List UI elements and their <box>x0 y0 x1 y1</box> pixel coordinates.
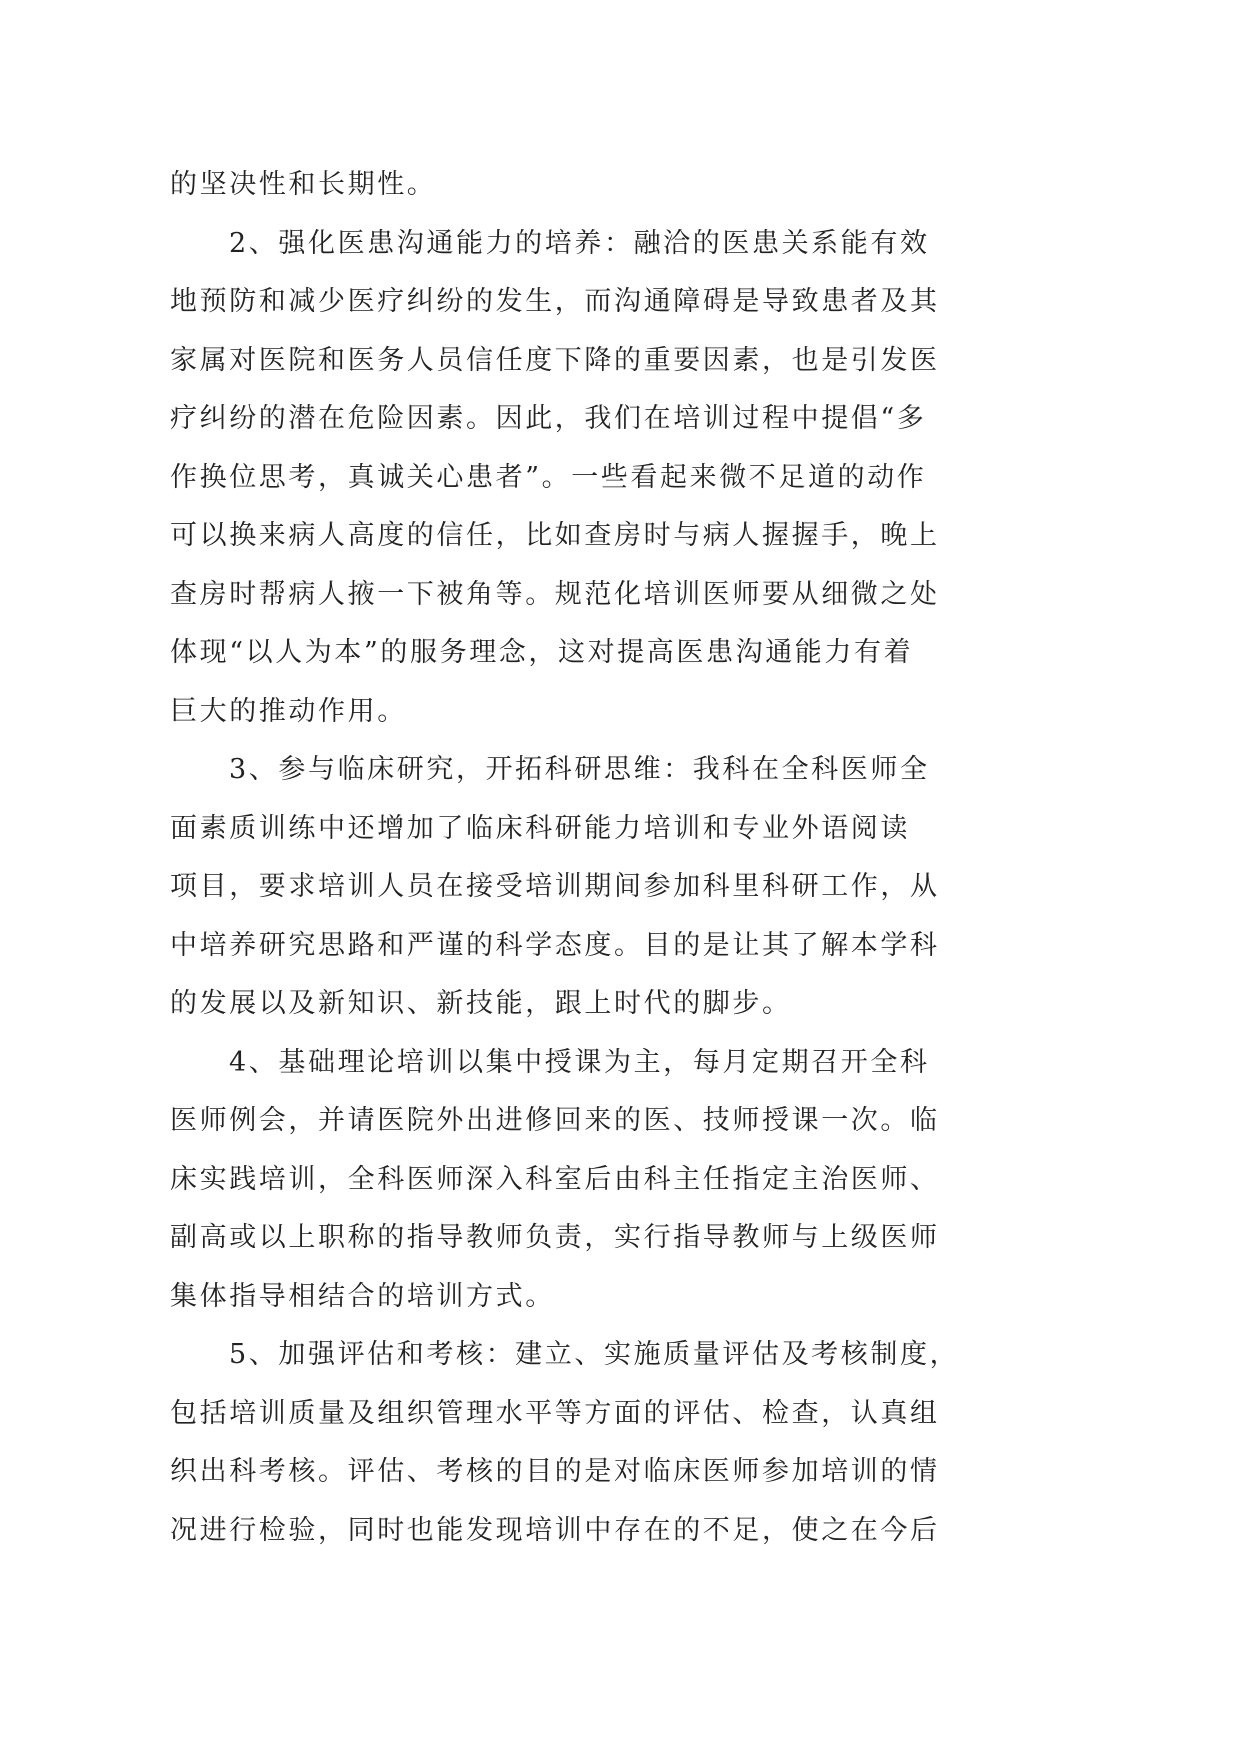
text-line: 医师例会，并请医院外出进修回来的医、技师授课一次。临 <box>170 1105 940 1136</box>
text-line: 疗纠纷的潜在危险因素。因此，我们在培训过程中提倡“多 <box>170 403 927 434</box>
text-line: 况进行检验，同时也能发现培训中存在的不足，使之在今后 <box>170 1514 940 1546</box>
text-line: 巨大的推动作用。 <box>170 695 407 727</box>
text-line: 可以换来病人高度的信任，比如查房时与病人握握手，晚上 <box>170 520 940 551</box>
paragraph-2-communication <box>170 215 970 742</box>
text-line: 2、强化医患沟通能力的培养：融洽的医患关系能有效 <box>229 227 930 259</box>
text-line: 家属对医院和医务人员信任度下降的重要因素，也是引发医 <box>170 344 940 376</box>
text-line: 体现“以人为本”的服务理念，这对提高医患沟通能力有着 <box>170 637 914 668</box>
paragraph-4-training <box>170 1034 970 1327</box>
paragraph-continuation <box>170 156 970 215</box>
text-line: 织出科考核。评估、考核的目的是对临床医师参加培训的情 <box>170 1456 940 1487</box>
text-line: 4、基础理论培训以集中授课为主，每月定期召开全科 <box>229 1046 930 1078</box>
text-line: 5、加强评估和考核：建立、实施质量评估及考核制度， <box>229 1339 960 1370</box>
text-line: 中培养研究思路和严谨的科学态度。目的是让其了解本学科 <box>170 929 940 961</box>
text-line: 查房时帮病人掖一下被角等。规范化培训医师要从细微之处 <box>170 578 940 610</box>
paragraph-5-assessment <box>170 1326 970 1560</box>
paragraph-3-research <box>170 741 970 1034</box>
text-line: 床实践培训，全科医师深入科室后由科主任指定主治医师、 <box>170 1163 940 1195</box>
text-line: 项目，要求培训人员在接受培训期间参加科里科研工作，从 <box>170 871 940 902</box>
text-line: 集体指导相结合的培训方式。 <box>170 1280 555 1312</box>
text-line: 的坚决性和长期性。 <box>170 169 437 200</box>
body-text <box>170 156 970 1560</box>
text-line: 包括培训质量及组织管理水平等方面的评估、检查，认真组 <box>170 1397 940 1429</box>
text-line: 作换位思考，真诚关心患者”。一些看起来微不足道的动作 <box>170 461 927 493</box>
text-line: 面素质训练中还增加了临床科研能力培训和专业外语阅读 <box>170 812 910 844</box>
text-line: 3、参与临床研究，开拓科研思维：我科在全科医师全 <box>229 754 930 785</box>
text-line: 副高或以上职称的指导教师负责，实行指导教师与上级医师 <box>170 1222 940 1253</box>
text-line: 的发展以及新知识、新技能，跟上时代的脚步。 <box>170 988 792 1019</box>
text-line: 地预防和减少医疗纠纷的发生，而沟通障碍是导致患者及其 <box>170 286 940 317</box>
